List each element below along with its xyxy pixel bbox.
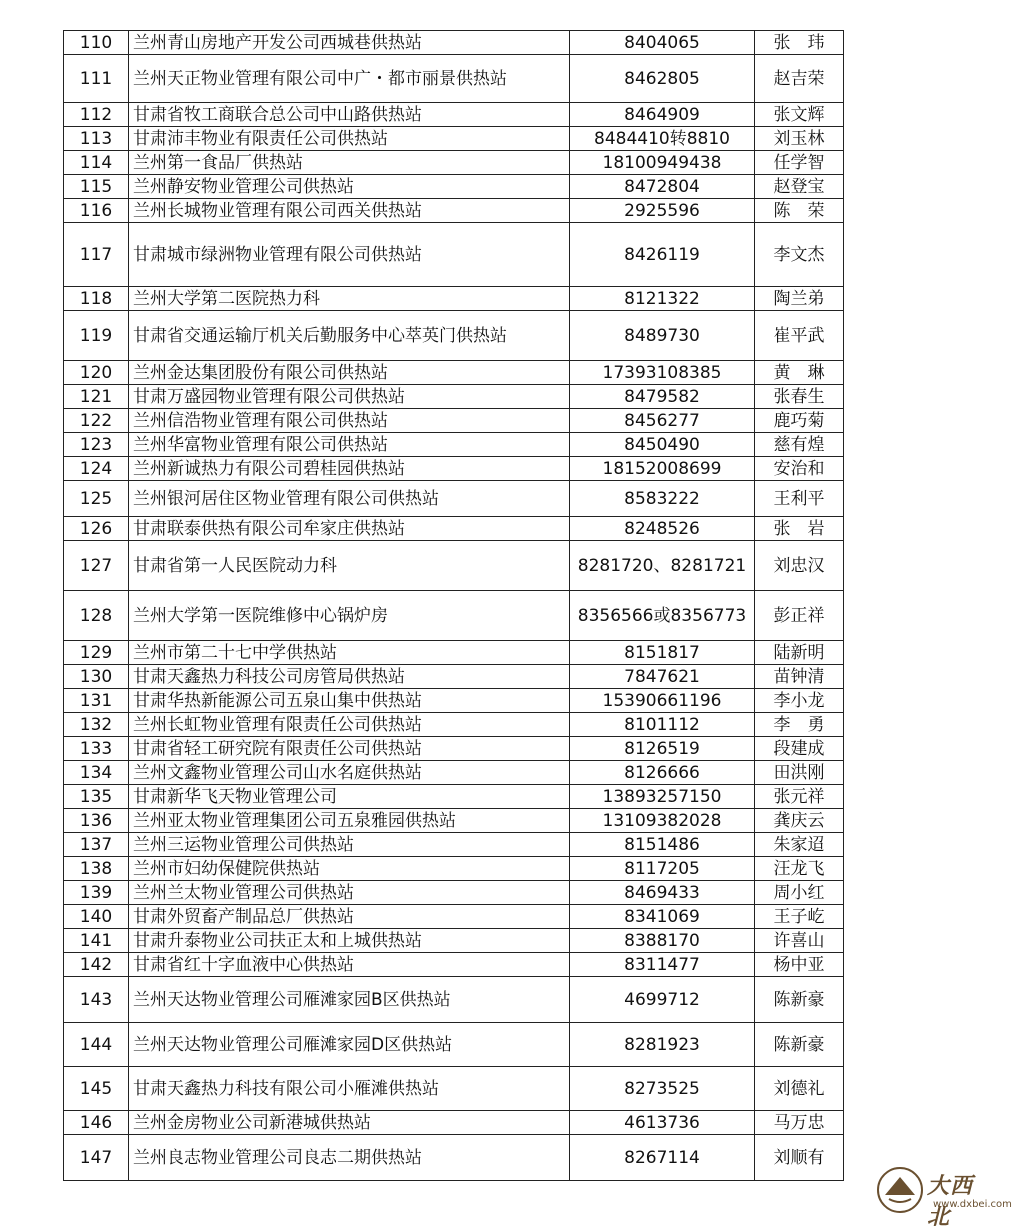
row-number: 127 — [64, 541, 129, 591]
table-row — [64, 199, 844, 223]
phone-number: 8450490 — [570, 433, 755, 457]
contact-person: 任学智 — [755, 151, 844, 175]
unit-name: 兰州良志物业管理公司良志二期供热站 — [129, 1135, 570, 1181]
phone-number: 8484410转8810 — [570, 127, 755, 151]
row-number: 128 — [64, 591, 129, 641]
phone-number: 8151486 — [570, 833, 755, 857]
row-number: 139 — [64, 881, 129, 905]
unit-name: 兰州银河居住区物业管理有限公司供热站 — [129, 481, 570, 517]
phone-number: 8456277 — [570, 409, 755, 433]
phone-number: 8479582 — [570, 385, 755, 409]
contact-person: 田洪刚 — [755, 761, 844, 785]
phone-number: 8462805 — [570, 55, 755, 103]
phone-number: 8281720、8281721 — [570, 541, 755, 591]
contact-person: 李小龙 — [755, 689, 844, 713]
unit-name: 甘肃城市绿洲物业管理有限公司供热站 — [129, 223, 570, 287]
unit-name: 甘肃升泰物业公司扶正太和上城供热站 — [129, 929, 570, 953]
site-watermark — [875, 1165, 1012, 1230]
contact-person: 慈有煌 — [755, 433, 844, 457]
phone-number: 15390661196 — [570, 689, 755, 713]
phone-number: 8151817 — [570, 641, 755, 665]
table-row — [64, 665, 844, 689]
unit-name: 兰州华富物业管理有限公司供热站 — [129, 433, 570, 457]
row-number: 120 — [64, 361, 129, 385]
row-number: 119 — [64, 311, 129, 361]
phone-number: 8489730 — [570, 311, 755, 361]
phone-number: 8464909 — [570, 103, 755, 127]
unit-name: 兰州天达物业管理公司雁滩家园D区供热站 — [129, 1023, 570, 1067]
contact-person: 张文辉 — [755, 103, 844, 127]
unit-name: 甘肃省红十字血液中心供热站 — [129, 953, 570, 977]
table-row — [64, 857, 844, 881]
unit-name: 兰州金房物业公司新港城供热站 — [129, 1111, 570, 1135]
row-number: 140 — [64, 905, 129, 929]
row-number: 146 — [64, 1111, 129, 1135]
row-number: 130 — [64, 665, 129, 689]
unit-name: 兰州第一食品厂供热站 — [129, 151, 570, 175]
contact-person: 李 勇 — [755, 713, 844, 737]
table-row — [64, 881, 844, 905]
contact-person: 陆新明 — [755, 641, 844, 665]
phone-number: 8583222 — [570, 481, 755, 517]
table-row — [64, 287, 844, 311]
row-number: 142 — [64, 953, 129, 977]
phone-number: 8273525 — [570, 1067, 755, 1111]
contact-person: 张春生 — [755, 385, 844, 409]
table-row — [64, 55, 844, 103]
contact-person: 陈新豪 — [755, 977, 844, 1023]
unit-name: 兰州市第二十七中学供热站 — [129, 641, 570, 665]
contact-person: 张元祥 — [755, 785, 844, 809]
phone-number: 8426119 — [570, 223, 755, 287]
row-number: 137 — [64, 833, 129, 857]
contact-person: 杨中亚 — [755, 953, 844, 977]
row-number: 135 — [64, 785, 129, 809]
table-row — [64, 929, 844, 953]
table-row — [64, 761, 844, 785]
row-number: 113 — [64, 127, 129, 151]
phone-number: 8311477 — [570, 953, 755, 977]
row-number: 121 — [64, 385, 129, 409]
unit-name: 兰州天达物业管理公司雁滩家园B区供热站 — [129, 977, 570, 1023]
contact-person: 安治和 — [755, 457, 844, 481]
phone-number: 13109382028 — [570, 809, 755, 833]
contact-person: 黄 琳 — [755, 361, 844, 385]
contact-person: 朱家迢 — [755, 833, 844, 857]
table-row — [64, 127, 844, 151]
contact-person: 张 玮 — [755, 31, 844, 55]
unit-name: 甘肃新华飞天物业管理公司 — [129, 785, 570, 809]
row-number: 112 — [64, 103, 129, 127]
table-row — [64, 1067, 844, 1111]
contact-person: 崔平武 — [755, 311, 844, 361]
unit-name: 兰州新诚热力有限公司碧桂园供热站 — [129, 457, 570, 481]
phone-number: 8404065 — [570, 31, 755, 55]
table-row — [64, 385, 844, 409]
phone-number: 8356566或8356773 — [570, 591, 755, 641]
row-number: 125 — [64, 481, 129, 517]
phone-number: 8388170 — [570, 929, 755, 953]
contact-person: 苗钟清 — [755, 665, 844, 689]
table-row — [64, 103, 844, 127]
phone-number: 8472804 — [570, 175, 755, 199]
row-number: 134 — [64, 761, 129, 785]
table-row — [64, 905, 844, 929]
phone-number: 8101112 — [570, 713, 755, 737]
unit-name: 兰州大学第二医院热力科 — [129, 287, 570, 311]
phone-number: 8126519 — [570, 737, 755, 761]
row-number: 145 — [64, 1067, 129, 1111]
table-row — [64, 433, 844, 457]
row-number: 123 — [64, 433, 129, 457]
phone-number: 7847621 — [570, 665, 755, 689]
contact-person: 陈新豪 — [755, 1023, 844, 1067]
unit-name: 兰州金达集团股份有限公司供热站 — [129, 361, 570, 385]
table-row — [64, 689, 844, 713]
table-row — [64, 223, 844, 287]
table-row — [64, 151, 844, 175]
phone-number: 8117205 — [570, 857, 755, 881]
phone-number: 18152008699 — [570, 457, 755, 481]
row-number: 136 — [64, 809, 129, 833]
unit-name: 甘肃省牧工商联合总公司中山路供热站 — [129, 103, 570, 127]
table-row — [64, 737, 844, 761]
unit-name: 兰州亚太物业管理集团公司五泉雅园供热站 — [129, 809, 570, 833]
phone-number: 13893257150 — [570, 785, 755, 809]
phone-number: 8341069 — [570, 905, 755, 929]
contact-person: 刘玉林 — [755, 127, 844, 151]
phone-number: 8248526 — [570, 517, 755, 541]
phone-number: 8469433 — [570, 881, 755, 905]
table-row — [64, 809, 844, 833]
unit-name: 兰州静安物业管理公司供热站 — [129, 175, 570, 199]
row-number: 147 — [64, 1135, 129, 1181]
unit-name: 兰州长城物业管理有限公司西关供热站 — [129, 199, 570, 223]
contact-person: 赵吉荣 — [755, 55, 844, 103]
unit-name: 甘肃省第一人民医院动力科 — [129, 541, 570, 591]
row-number: 132 — [64, 713, 129, 737]
unit-name: 兰州天正物业管理有限公司中广・都市丽景供热站 — [129, 55, 570, 103]
table-row — [64, 409, 844, 433]
contact-person: 赵登宝 — [755, 175, 844, 199]
unit-name: 甘肃万盛园物业管理有限公司供热站 — [129, 385, 570, 409]
table-row — [64, 517, 844, 541]
unit-name: 兰州三运物业管理公司供热站 — [129, 833, 570, 857]
table-row — [64, 833, 844, 857]
row-number: 115 — [64, 175, 129, 199]
table-row — [64, 1111, 844, 1135]
phone-number: 8281923 — [570, 1023, 755, 1067]
contact-person: 王利平 — [755, 481, 844, 517]
phone-number: 4699712 — [570, 977, 755, 1023]
contact-person: 马万忠 — [755, 1111, 844, 1135]
row-number: 111 — [64, 55, 129, 103]
table-row — [64, 311, 844, 361]
row-number: 116 — [64, 199, 129, 223]
row-number: 138 — [64, 857, 129, 881]
table-row — [64, 1135, 844, 1181]
table-row — [64, 457, 844, 481]
table-row — [64, 541, 844, 591]
row-number: 133 — [64, 737, 129, 761]
table-row — [64, 953, 844, 977]
row-number: 131 — [64, 689, 129, 713]
phone-number: 8267114 — [570, 1135, 755, 1181]
row-number: 117 — [64, 223, 129, 287]
row-number: 114 — [64, 151, 129, 175]
contact-person: 刘德礼 — [755, 1067, 844, 1111]
table-row — [64, 713, 844, 737]
watermark-url: www.dxbei.com — [933, 1199, 1012, 1210]
contact-person: 张 岩 — [755, 517, 844, 541]
watermark-text: 大西北 — [927, 1173, 974, 1230]
table-row — [64, 175, 844, 199]
phone-number: 4613736 — [570, 1111, 755, 1135]
contact-person: 陈 荣 — [755, 199, 844, 223]
contact-person: 刘忠汉 — [755, 541, 844, 591]
unit-name: 甘肃联泰供热有限公司牟家庄供热站 — [129, 517, 570, 541]
phone-number: 8121322 — [570, 287, 755, 311]
table-row — [64, 785, 844, 809]
unit-name: 兰州大学第一医院维修中心锅炉房 — [129, 591, 570, 641]
row-number: 144 — [64, 1023, 129, 1067]
row-number: 118 — [64, 287, 129, 311]
unit-name: 兰州信浩物业管理有限公司供热站 — [129, 409, 570, 433]
table-row — [64, 591, 844, 641]
unit-name: 甘肃天鑫热力科技公司房管局供热站 — [129, 665, 570, 689]
unit-name: 兰州兰太物业管理公司供热站 — [129, 881, 570, 905]
contact-person: 段建成 — [755, 737, 844, 761]
table-row — [64, 361, 844, 385]
table-row — [64, 1023, 844, 1067]
contact-person: 龚庆云 — [755, 809, 844, 833]
row-number: 126 — [64, 517, 129, 541]
row-number: 129 — [64, 641, 129, 665]
contact-person: 周小红 — [755, 881, 844, 905]
logo-icon — [875, 1165, 925, 1215]
phone-number: 2925596 — [570, 199, 755, 223]
table-row — [64, 977, 844, 1023]
contact-person: 鹿巧菊 — [755, 409, 844, 433]
contact-person: 刘顺有 — [755, 1135, 844, 1181]
unit-name: 甘肃沛丰物业有限责任公司供热站 — [129, 127, 570, 151]
row-number: 110 — [64, 31, 129, 55]
contact-person: 李文杰 — [755, 223, 844, 287]
contact-person: 王子屹 — [755, 905, 844, 929]
unit-name: 兰州长虹物业管理有限责任公司供热站 — [129, 713, 570, 737]
unit-name: 甘肃外贸畜产制品总厂供热站 — [129, 905, 570, 929]
unit-name: 甘肃省交通运输厅机关后勤服务中心萃英门供热站 — [129, 311, 570, 361]
phone-number: 8126666 — [570, 761, 755, 785]
contact-person: 陶兰弟 — [755, 287, 844, 311]
row-number: 124 — [64, 457, 129, 481]
phone-number: 18100949438 — [570, 151, 755, 175]
unit-name: 甘肃天鑫热力科技有限公司小雁滩供热站 — [129, 1067, 570, 1111]
row-number: 143 — [64, 977, 129, 1023]
table-row — [64, 641, 844, 665]
unit-name: 甘肃省轻工研究院有限责任公司供热站 — [129, 737, 570, 761]
row-number: 122 — [64, 409, 129, 433]
unit-name: 兰州青山房地产开发公司西城巷供热站 — [129, 31, 570, 55]
contact-person: 汪龙飞 — [755, 857, 844, 881]
row-number: 141 — [64, 929, 129, 953]
phone-number: 17393108385 — [570, 361, 755, 385]
unit-name: 兰州文鑫物业管理公司山水名庭供热站 — [129, 761, 570, 785]
table-body — [64, 31, 844, 1181]
table-row — [64, 31, 844, 55]
unit-name: 兰州市妇幼保健院供热站 — [129, 857, 570, 881]
contact-person: 彭正祥 — [755, 591, 844, 641]
contact-person: 许喜山 — [755, 929, 844, 953]
heating-station-table — [63, 30, 844, 1181]
unit-name: 甘肃华热新能源公司五泉山集中供热站 — [129, 689, 570, 713]
table-row — [64, 481, 844, 517]
